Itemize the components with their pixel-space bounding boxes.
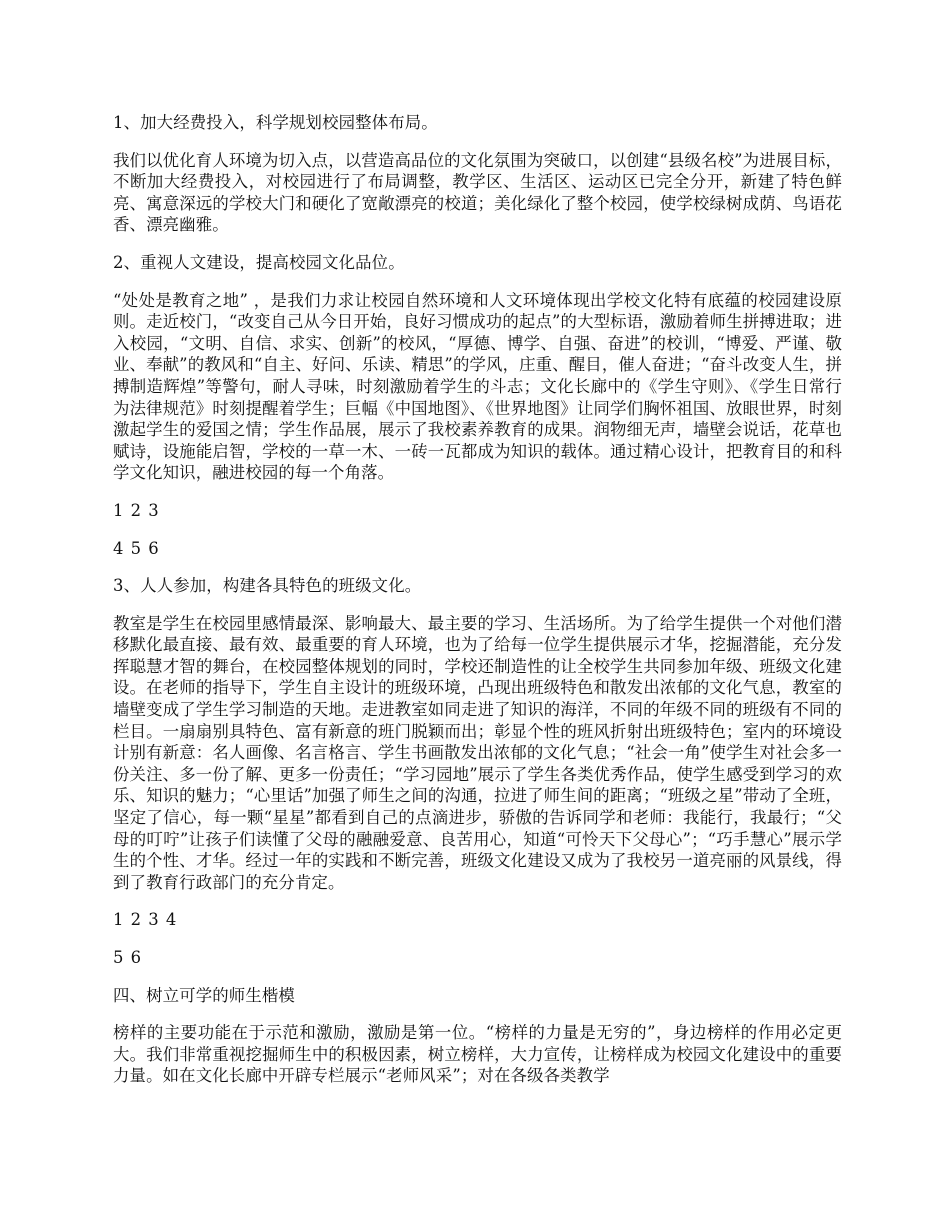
number-row-2: 4 5 6 [113, 538, 160, 558]
paragraph-4: 榜样的主要功能在于示范和激励，激励是第一位。“榜样的力量是无穷的”，身边榜样的作用必定更大。我们非常重视挖掘师生中的积极因素，树立榜样，大力宣传，让榜样成为校园文化建设中的重要力量。如在文化长廊中开辟专栏展示“老师风采”；对在各级各类教学 [113, 1023, 842, 1086]
section-heading-4: 四、树立可学的师生楷模 [113, 985, 295, 1005]
number-row-1: 1 2 3 [113, 500, 160, 520]
section-heading-1: 1、加大经费投入，科学规划校园整体布局。 [113, 113, 438, 132]
paragraph-3: 教室是学生在校园里感情最深、影响最大、最主要的学习、生活场所。为了给学生提供一个对他们潜移默化最直接、最有效、最重要的育人环境，也为了给每一位学生提供展示才华，挖掘潜能，充分发挥聪慧才智的舞台，在校园整体规划的同时，学校还制造性的让全校学生共同参加年级、班级文化建设。在老师的指导下，学生自主设计的班级环境，凸现出班级特色和散发出浓郁的文化气息，教室的墙壁变成了学生学习制造的天地。走进教室如同走进了知识的海洋，不同的年级不同的班级有不同的栏目。一扇扇别具特色、富有新意的班门脱颖而出；彰显个性的班风折射出班级特色；室内的环境设计别有新意：名人画像、名言格言、学生书画散发出浓郁的文化气息；“社会一角”使学生对社会多一份关注、多一份了解、更多一份责任；“学习园地”展示了学生各类优秀作品，使学生感受到学习的欢乐、知识的魅力；“心里话”加强了师生之间的沟通，拉进了师生间的距离；“班级之星”带动了全班，坚定了信心，每一颗“星星”都看到自己的点滴进步，骄傲的告诉同学和老师：我能行，我最行；“父母的叮咛”让孩子们读懂了父母的融融爱意、良苦用心，知道“可怜天下父母心”；“巧手慧心”展示学生的个性、才华。经过一年的实践和不断完善，班级文化建设又成为了我校另一道亮丽的风景线，得到了教育行政部门的充分肯定。 [113, 613, 842, 892]
paragraph-1: 我们以优化育人环境为切入点，以营造高品位的文化氛围为突破口，以创建“县级名校”为进展目标，不断加大经费投入，对校园进行了布局调整，教学区、生活区、运动区已完全分开，新建了特色鲜亮、寓意深远的学校大门和硬化了宽敞漂亮的校道；美化绿化了整个校园，使学校绿树成荫、鸟语花香、漂亮幽雅。 [113, 150, 842, 235]
number-row-4: 5 6 [113, 948, 143, 967]
paragraph-2: “处处是教育之地” ，是我们力求让校园自然环境和人文环境体现出学校文化特有底蕴的校园建设原则。走近校门，“改变自己从今日开始，良好习惯成功的起点”的大型标语，激励着师生拼搏进取；进入校园，“文明、自信、求实、创新”的校风，“厚德、博学、自强、奋进”的校训，“博爱、严谨、敬业、奉献”的教风和“自主、好问、乐读、精思”的学风，庄重、醒目，催人奋进；“奋斗改变人生，拼搏制造辉煌”等警句，耐人寻味，时刻激励着学生的斗志；文化长廊中的《学生守则》、《学生日常行为法律规范》时刻提醒着学生；巨幅《中国地图》、《世界地图》让同学们胸怀祖国、放眼世界，时刻激起学生的爱国之情；学生作品展，展示了我校素养教育的成果。润物细无声，墙壁会说话，花草也赋诗，设施能启智，学校的一草一木、一砖一瓦都成为知识的载体。通过精心设计，把教育目的和科学文化知识，融进校园的每一个角落。 [113, 290, 842, 483]
section-heading-3: 3、人人参加，构建各具特色的班级文化。 [113, 576, 422, 596]
document-page [113, 112, 842, 1103]
section-heading-2: 2、重视人文建设，提高校园文化品位。 [113, 252, 405, 272]
number-row-3: 1 2 3 4 [113, 910, 178, 930]
